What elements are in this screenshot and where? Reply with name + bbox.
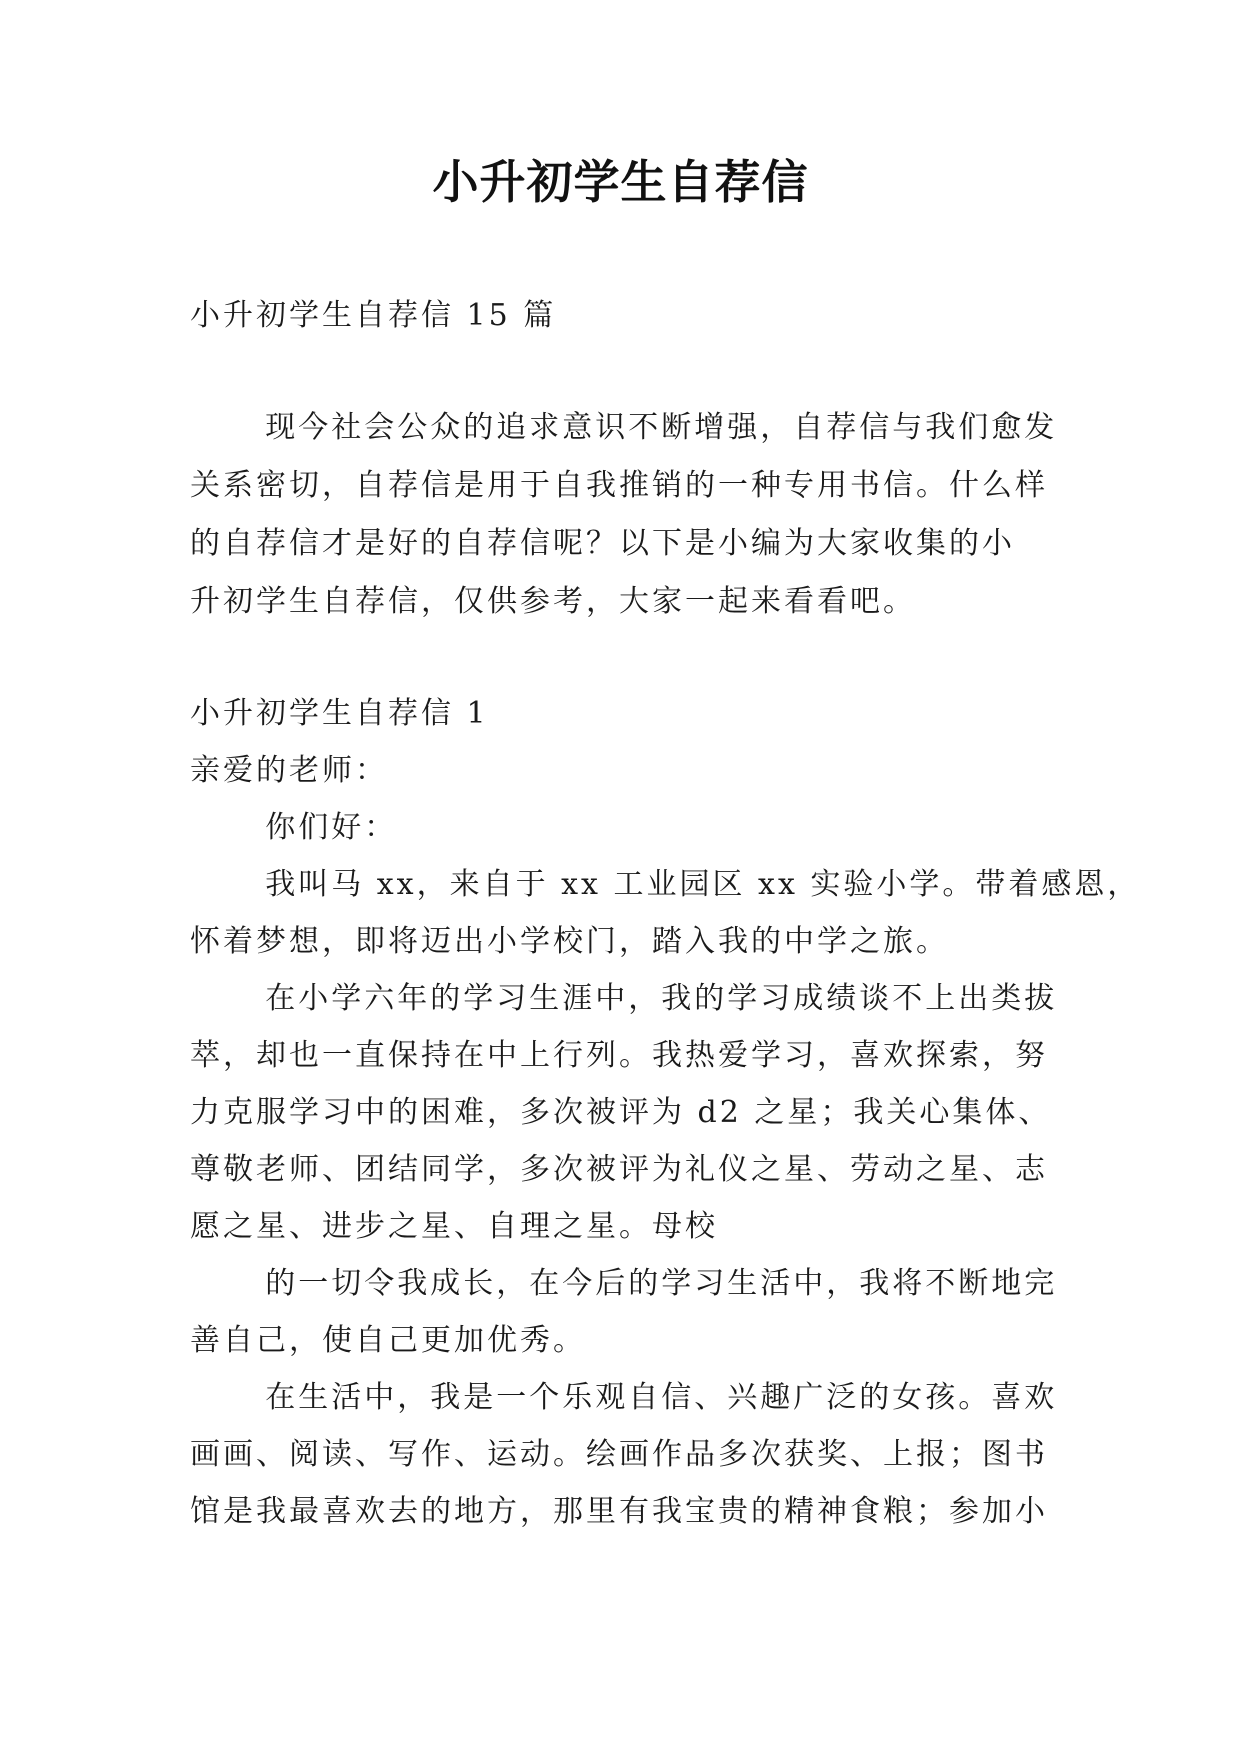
spacer	[190, 345, 1048, 399]
section-heading: 小升初学生自荐信 1	[190, 696, 489, 731]
paragraph-line: 的一切令我成长，在今后的学习生活中，我将不断地完	[190, 1266, 1058, 1301]
paragraph-line: 在生活中，我是一个乐观自信、兴趣广泛的女孩。喜欢	[190, 1380, 1058, 1415]
paragraph-line: 现今社会公众的追求意识不断增强，自荐信与我们愈发	[190, 410, 1058, 445]
paragraph-line: 尊敬老师、团结同学，多次被评为礼仪之星、劳动之星、志	[190, 1152, 1048, 1187]
salutation: 亲爱的老师：	[190, 753, 388, 788]
paragraph-line: 馆是我最喜欢去的地方，那里有我宝贵的精神食粮；参加小	[190, 1494, 1048, 1529]
paragraph-line: 升初学生自荐信，仅供参考，大家一起来看看吧。	[190, 584, 916, 619]
paragraph-line: 善自己，使自己更加优秀。	[190, 1323, 586, 1358]
paragraph-line: 在小学六年的学习生涯中，我的学习成绩谈不上出类拔	[190, 981, 1058, 1016]
paragraph-line: 的自荐信才是好的自荐信呢？以下是小编为大家收集的小	[190, 526, 1015, 561]
letter-body	[190, 799, 1141, 1540]
paragraph-line: 怀着梦想，即将迈出小学校门，踏入我的中学之旅。	[190, 924, 949, 959]
intro-paragraph	[190, 399, 1058, 631]
document-subtitle: 小升初学生自荐信 15 篇	[190, 298, 557, 333]
spacer	[190, 631, 1048, 685]
paragraph-line: 萃，却也一直保持在中上行列。我热爱学习，喜欢探索，努	[190, 1038, 1048, 1073]
paragraph-line: 愿之星、进步之星、自理之星。母校	[190, 1209, 718, 1244]
paragraph-line: 画画、阅读、写作、运动。绘画作品多次获奖、上报；图书	[190, 1437, 1048, 1472]
paragraph-line: 你们好：	[190, 810, 398, 845]
paragraph-line: 关系密切，自荐信是用于自我推销的一种专用书信。什么样	[190, 468, 1048, 503]
document-title: 小升初学生自荐信	[432, 155, 809, 209]
paragraph-line: 我叫马 xx，来自于 xx 工业园区 xx 实验小学。带着感恩，	[190, 867, 1141, 902]
document-body	[190, 287, 1141, 1540]
paragraph-line: 力克服学习中的困难，多次被评为 d2 之星；我关心集体、	[190, 1095, 1052, 1130]
